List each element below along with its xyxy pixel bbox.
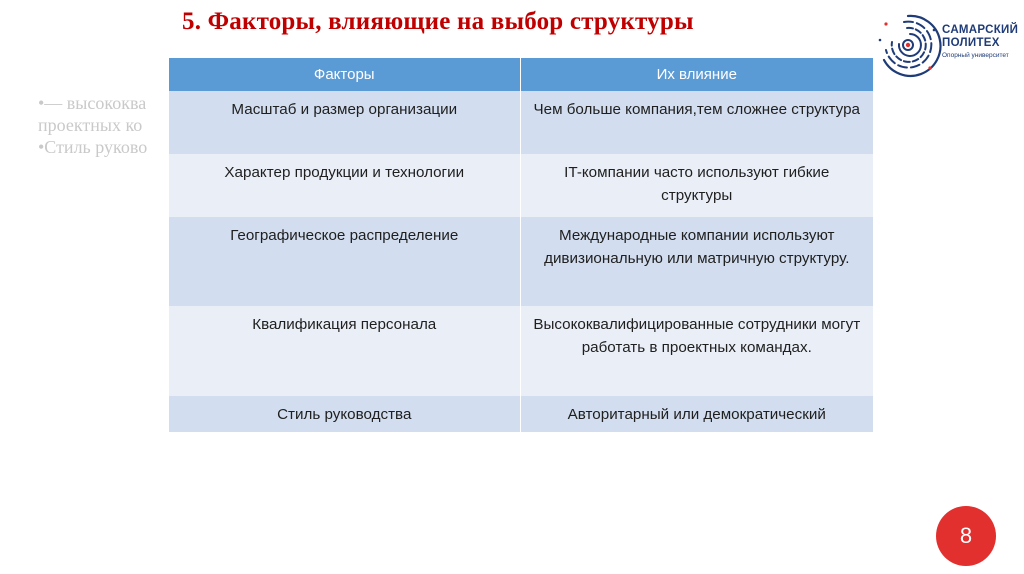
table-row: [169, 154, 873, 217]
page-number-badge: [936, 506, 996, 566]
logo-name-line: САМАРСКИЙ: [942, 24, 1019, 36]
background-text-line: проектных ко: [38, 115, 143, 135]
factor-cell: Характер продукции и технологии: [169, 154, 520, 217]
factor-cell: Масштаб и размер организации: [169, 91, 520, 154]
factor-cell: Квалификация персонала: [169, 306, 520, 396]
factors-table: [169, 58, 873, 432]
impact-cell: Чем больше компания,тем сложнее структура: [520, 91, 873, 154]
background-text-line: •Стиль руково: [38, 137, 148, 157]
impact-cell: Авторитарный или демократический: [520, 396, 873, 432]
page-number: 8: [959, 523, 973, 548]
impact-cell: Высококвалифицированные сотрудники могут работать в проектных командах.: [520, 306, 873, 396]
background-text: [38, 92, 178, 158]
impact-cell: Международные компании используют дивизиональную или матричную структуру.: [520, 217, 873, 306]
table-header-row: [169, 58, 873, 91]
table-row: [169, 396, 873, 432]
table-row: [169, 306, 873, 396]
impact-cell: IT-компании часто используют гибкие структуры: [520, 154, 873, 217]
logo-text: [942, 24, 1018, 50]
table-row: [169, 91, 873, 154]
header-factors: Факторы: [169, 58, 520, 91]
table-row: [169, 217, 873, 306]
logo-name-line: ПОЛИТЕХ: [942, 37, 1000, 49]
slide-title: 5. Факторы, влияющие на выбор структуры: [182, 8, 694, 35]
factor-cell: Стиль руководства: [169, 396, 520, 432]
background-text-line: •— высококва: [38, 93, 147, 113]
factor-cell: Географическое распределение: [169, 217, 520, 306]
logo-tagline: Опорный университет: [942, 52, 1009, 59]
header-impact: Их влияние: [520, 58, 873, 91]
